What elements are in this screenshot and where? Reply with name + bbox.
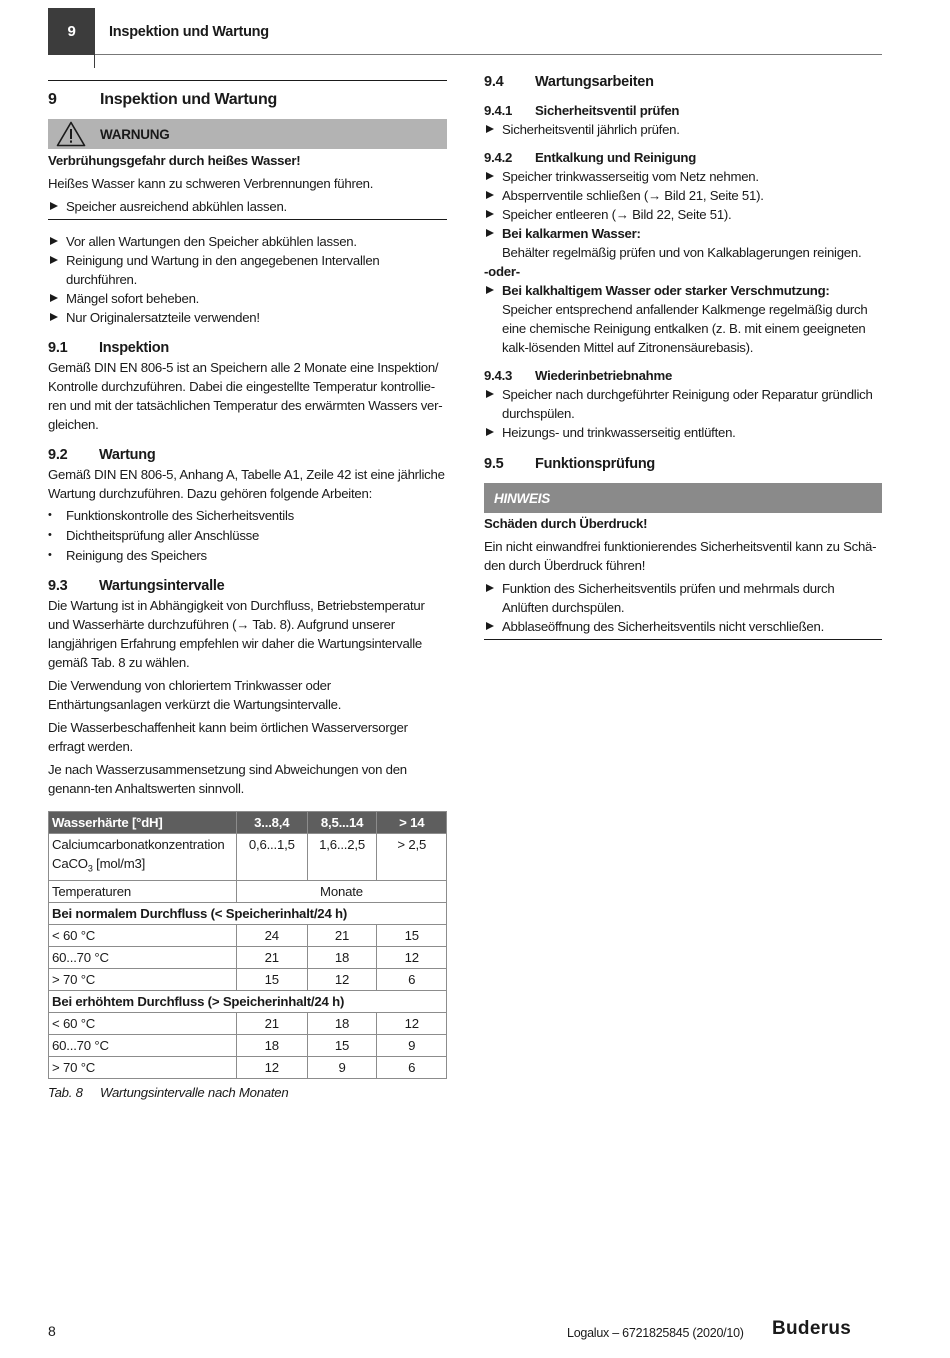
section-title: Inspektion	[99, 340, 170, 356]
hard-water-label: Bei kalkhaltigem Wasser oder starker Verschmutzung:	[502, 283, 830, 298]
list-item-soft-water	[484, 224, 882, 262]
intervalle-paragraph-3: Die Wasserbeschaffenheit kann beim örtlichen Wasserversorger erfragt werden.	[48, 720, 408, 754]
warning-actions	[48, 197, 447, 216]
list-item: Heizungs- und trinkwasserseitig entlüften.	[484, 423, 882, 442]
hint-headline: Schäden durch Überdruck!	[484, 516, 648, 531]
soft-water-text: Behälter regelmäßig prüfen und von Kalkablagerungen reinigen.	[502, 245, 862, 260]
table-cell: 6	[377, 1056, 447, 1078]
table-cell: 15	[236, 968, 307, 990]
table-header-cell: > 14	[377, 812, 447, 834]
calc-label-b: CaCO	[52, 856, 88, 871]
table-cell: < 60 °C	[49, 924, 237, 946]
table-cell: 0,6...1,5	[236, 834, 307, 881]
table-cell: 18	[307, 1012, 377, 1034]
table-row	[49, 1012, 447, 1034]
wartung-task-list	[48, 506, 447, 565]
list-item-hard-water	[484, 281, 882, 357]
subsection-title: Wiederinbetriebnahme	[535, 368, 673, 383]
subsection-number: 9.4.2	[484, 150, 513, 165]
table-cell: 9	[377, 1034, 447, 1056]
hint-actions	[484, 579, 882, 636]
footer-document-reference: Logalux – 6721825845 (2020/10)	[567, 1326, 744, 1340]
list-item: Vor allen Wartungen den Speicher abkühlen lassen.	[48, 232, 447, 251]
warning-box	[48, 119, 447, 220]
table-cell: 60...70 °C	[49, 1034, 237, 1056]
subsection-number: 9.4.3	[484, 368, 513, 383]
entkalkung-list-hard	[484, 281, 882, 357]
table-cell: > 2,5	[377, 834, 447, 881]
table-cell: 9	[307, 1056, 377, 1078]
chapter-tab-tick	[94, 55, 95, 68]
table-cell: 1,6...2,5	[307, 834, 377, 881]
table-header-cell: 3...8,4	[236, 812, 307, 834]
subsection-heading-sicherheitsventil	[484, 101, 882, 120]
section-heading-inspektion	[48, 338, 447, 358]
list-item: Mängel sofort beheben.	[48, 289, 447, 308]
table-header-cell: 8,5...14	[307, 812, 377, 834]
table-cell: 21	[236, 1012, 307, 1034]
section-heading-wartungsintervalle	[48, 576, 447, 596]
list-item: Speicher nach durchgeführter Reinigung oder Reparatur gründlich durchspülen.	[484, 385, 882, 423]
entkalkung-list	[484, 167, 882, 262]
section-heading-wartungsarbeiten	[484, 72, 882, 92]
section-number: 9.4	[484, 74, 504, 90]
list-item: Absperrventile schließen (→ Bild 21, Seite 51).	[484, 186, 882, 205]
hint-text: Ein nicht einwandfrei funktionierendes Sicherheitsventil kann zu Schä-den durch Überdruck führen!	[484, 539, 877, 573]
table-subheader-row	[49, 902, 447, 924]
subsection-number: 9.4.1	[484, 103, 513, 118]
subsection-heading-wiederinbetriebnahme	[484, 366, 882, 385]
table-cell: 60...70 °C	[49, 946, 237, 968]
table-caption	[48, 1083, 447, 1102]
warning-bar	[48, 119, 447, 149]
table-cell: 21	[307, 924, 377, 946]
table-header-cell: Wasserhärte [°dH]	[49, 812, 237, 834]
section-number: 9.2	[48, 447, 68, 463]
table-cell: 24	[236, 924, 307, 946]
list-item: • Funktionskontrolle des Sicherheitsventils	[48, 506, 447, 525]
hint-label: HINWEIS	[494, 490, 551, 506]
table-cell: 12	[377, 1012, 447, 1034]
warning-action-item: Speicher ausreichend abkühlen lassen.	[48, 197, 447, 216]
chapter-heading-block	[48, 80, 447, 111]
calc-label-c: [mol/m3]	[92, 856, 146, 871]
intervalle-paragraph-4: Je nach Wasserzusammensetzung sind Abweichungen von den genann-ten Anhaltswerten sinnvoll.	[48, 762, 407, 796]
list-item: Speicher trinkwasserseitig vom Netz nehmen.	[484, 167, 882, 186]
chapter-title: Inspektion und Wartung	[100, 91, 277, 108]
footer-page-number: 8	[48, 1323, 56, 1339]
section-number: 9.1	[48, 340, 68, 356]
table-cell	[49, 834, 237, 881]
section-number: 9.5	[484, 456, 504, 472]
table-cell: Bei normalem Durchfluss (< Speicherinhalt/24 h)	[49, 902, 447, 924]
soft-water-label: Bei kalkarmen Wasser:	[502, 226, 641, 241]
intervalle-paragraph-2: Die Verwendung von chloriertem Trinkwasser oder Enthärtungsanlagen verkürzt die Wartungsintervalle.	[48, 678, 342, 712]
table-cell: Bei erhöhtem Durchfluss (> Speicherinhalt/24 h)	[49, 990, 447, 1012]
chapter-heading	[48, 89, 447, 111]
calc-subscript: 3	[87, 863, 93, 874]
table-cell: 21	[236, 946, 307, 968]
chapter-tab: 9	[48, 8, 95, 55]
warning-headline: Verbrühungsgefahr durch heißes Wasser!	[48, 153, 301, 168]
table-subheader-row	[49, 990, 447, 1012]
section-heading-wartung	[48, 445, 447, 465]
table-cell: Monate	[236, 880, 446, 902]
sicherheitsventil-list	[484, 120, 882, 139]
table-cell: < 60 °C	[49, 1012, 237, 1034]
section-title: Funktionsprüfung	[535, 456, 656, 472]
table-cell: > 70 °C	[49, 968, 237, 990]
table-cell: > 70 °C	[49, 1056, 237, 1078]
table-cell: 12	[377, 946, 447, 968]
table-caption-number: Tab. 8	[48, 1084, 83, 1100]
list-item: • Reinigung des Speichers	[48, 546, 447, 565]
hint-box	[484, 483, 882, 640]
list-item: Funktion des Sicherheitsventils prüfen und mehrmals durch Anlüften durchspülen.	[484, 579, 882, 617]
table-row	[49, 880, 447, 902]
table-cell: 15	[307, 1034, 377, 1056]
warning-label: WARNUNG	[100, 126, 170, 142]
oder-separator: -oder-	[484, 264, 520, 279]
table-cell: 18	[236, 1034, 307, 1056]
table-row	[49, 834, 447, 881]
calc-label-a: Calciumcarbonatkonzentration	[52, 837, 225, 852]
subsection-heading-entkalkung	[484, 148, 882, 167]
general-instructions-list	[48, 232, 447, 327]
list-item: • Dichtheitsprüfung aller Anschlüsse	[48, 526, 447, 545]
intervalle-paragraph-1: Die Wartung ist in Abhängigkeit von Durchfluss, Betriebstemperatur und Wasserhärte durchzuführen (→ Tab. 8). Aufgrund unserer langjährigen Erfahrung empfehlen wir daher die Wartungsintervalle gemäß Tab. 8 zu wählen.	[48, 598, 425, 670]
table-cell: 18	[307, 946, 377, 968]
section-title: Wartungsarbeiten	[535, 74, 654, 90]
warning-triangle-icon	[56, 121, 86, 147]
table-cell: 12	[307, 968, 377, 990]
table-header-row	[49, 812, 447, 834]
table-cell: Temperaturen	[49, 880, 237, 902]
list-item: Nur Originalersatzteile verwenden!	[48, 308, 447, 327]
table-cell: 12	[236, 1056, 307, 1078]
table-row	[49, 946, 447, 968]
chapter-number: 9	[48, 91, 57, 108]
maintenance-interval-table	[48, 811, 447, 1079]
table-row	[49, 924, 447, 946]
list-item: Speicher entleeren (→ Bild 22, Seite 51).	[484, 205, 882, 224]
section-heading-funktionspruefung	[484, 454, 882, 474]
brand-logo: Buderus	[772, 1318, 852, 1339]
section-title: Wartungsintervalle	[99, 578, 225, 594]
table-row	[49, 1056, 447, 1078]
hard-water-text: Speicher entsprechend anfallender Kalkmenge regelmäßig durch eine chemische Reinigung entkalken (z. B. mit einem geeigneten kalk-lösenden Mittel auf Zitronensäurebasis).	[502, 302, 868, 355]
running-header-title: Inspektion und Wartung	[109, 24, 269, 40]
section-title: Wartung	[99, 447, 156, 463]
list-item: Sicherheitsventil jährlich prüfen.	[484, 120, 882, 139]
inspektion-text: Gemäß DIN EN 806-5 ist an Speichern alle 2 Monate eine Inspektion/ Kontrolle durchzuführen. Dabei die eingestellte Temperatur kontrollie-ren und mit der tatsächlichen Temperatur des erwärmten Wassers ver-gleichen.	[48, 360, 443, 432]
table-cell: 15	[377, 924, 447, 946]
header-rule	[95, 54, 882, 55]
table-row	[49, 968, 447, 990]
wiederinbetriebnahme-list	[484, 385, 882, 442]
warning-text: Heißes Wasser kann zu schweren Verbrennungen führen.	[48, 176, 374, 191]
section-number: 9.3	[48, 578, 68, 594]
wartung-text: Gemäß DIN EN 806-5, Anhang A, Tabelle A1, Zeile 42 ist eine jährliche Wartung durchzuführen. Dazu gehören folgende Arbeiten:	[48, 467, 445, 501]
table-caption-text: Wartungsintervalle nach Monaten	[100, 1084, 289, 1100]
list-item: Abblaseöffnung des Sicherheitsventils nicht verschließen.	[484, 617, 882, 636]
list-item: Reinigung und Wartung in den angegebenen Intervallen durchführen.	[48, 251, 447, 289]
table-row	[49, 1034, 447, 1056]
subsection-title: Entkalkung und Reinigung	[535, 150, 697, 165]
hint-bar	[484, 483, 882, 513]
left-column	[48, 80, 447, 1102]
right-column	[484, 72, 882, 640]
table-cell: 6	[377, 968, 447, 990]
subsection-title: Sicherheitsventil prüfen	[535, 103, 680, 118]
